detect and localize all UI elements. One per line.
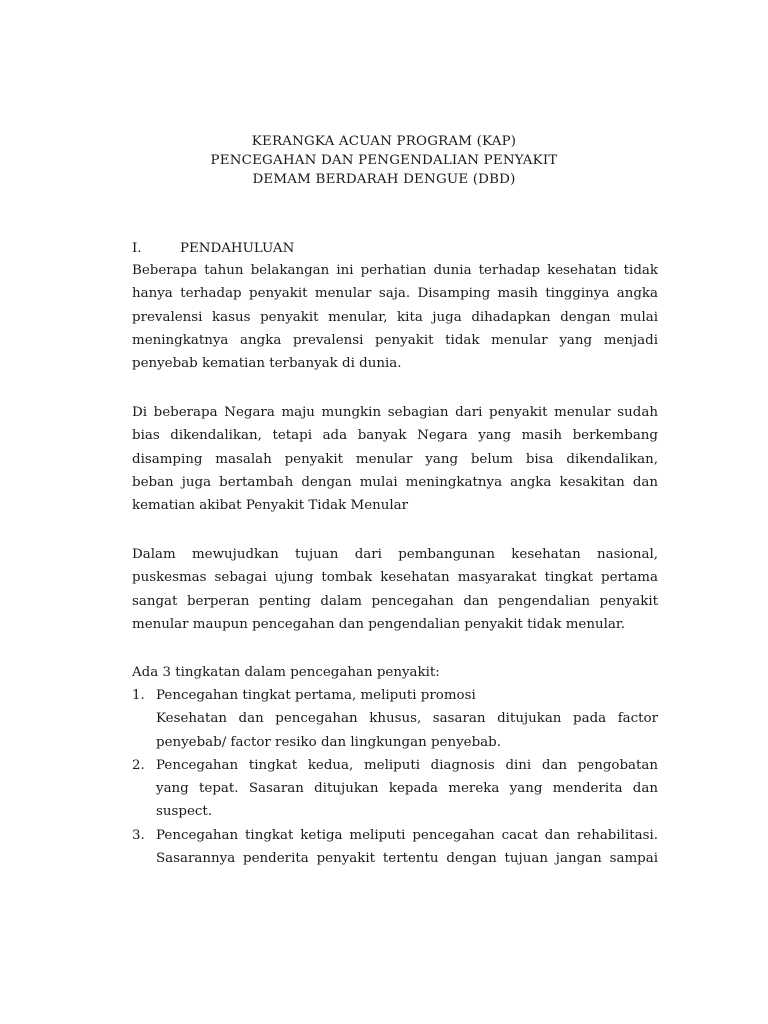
paragraph-3 — [132, 543, 658, 636]
paragraph-line: kematian akibat Penyakit Tidak Menular — [132, 498, 409, 514]
paragraph-line: disamping masalah penyakit menular yang belum bisa dikendalikan, — [132, 451, 658, 467]
list-line: Pencegahan tingkat kedua, meliputi diagnosis dini dan pengobatan — [156, 757, 658, 773]
list-marker: 3. — [132, 827, 145, 843]
paragraph-line: Di beberapa Negara maju mungkin sebagian dari penyakit menular sudah — [132, 405, 658, 420]
section-heading — [132, 238, 294, 260]
paragraph-line: sangat berperan penting dalam pencegahan dan pengendalian penyakit — [132, 593, 658, 609]
list-line: Pencegahan tingkat ketiga meliputi pencegahan cacat dan rehabilitasi. — [156, 827, 658, 843]
list-line: suspect. — [156, 804, 213, 820]
paragraph-2 — [132, 401, 658, 517]
paragraph-line: penyebab kematian terbanyak di dunia. — [132, 356, 402, 372]
list-line: yang tepat. Sasaran ditujukan kepada mereka yang menderita dan — [156, 781, 658, 797]
list-item — [132, 824, 658, 871]
paragraph-line: Beberapa tahun belakangan ini perhatian dunia terhadap kesehatan tidak — [132, 263, 658, 278]
list-line: penyebab/ factor resiko dan lingkungan penyebab. — [156, 734, 501, 750]
title-line-2: PENCEGAHAN DAN PENGENDALIAN PENYAKIT — [210, 153, 558, 168]
title-line-1: KERANGKA ACUAN PROGRAM (KAP) — [251, 134, 517, 149]
paragraph-line: Dalam mewujudkan tujuan dari pembangunan kesehatan nasional, — [132, 547, 658, 562]
paragraph-line: hanya terhadap penyakit menular saja. Disamping masih tingginya angka — [132, 286, 658, 302]
prevention-levels-list — [132, 684, 658, 870]
paragraph-line: beban juga bertambah dengan mulai meningkatnya angka kesakitan dan — [132, 474, 658, 490]
title-line-3: DEMAM BERDARAH DENGUE (DBD) — [252, 172, 516, 187]
list-line: Kesehatan dan pencegahan khusus, sasaran ditujukan pada factor — [156, 711, 658, 727]
paragraph-line: menular maupun pencegahan dan pengendalian penyakit tidak menular. — [132, 616, 626, 632]
paragraph-line: bias dikendalikan, tetapi ada banyak Negara yang masih berkembang — [132, 428, 658, 444]
section-title: PENDAHULUAN — [180, 241, 295, 256]
list-marker: 2. — [132, 757, 145, 773]
paragraph-line: puskesmas sebagai ujung tombak kesehatan masyarakat tingkat pertama — [132, 570, 658, 586]
list-marker: 1. — [132, 688, 145, 703]
list-item — [132, 754, 658, 824]
document-title — [0, 132, 768, 189]
paragraph-4 — [132, 661, 658, 684]
section-number: I. — [132, 241, 142, 256]
paragraph-line: meningkatnya angka prevalensi penyakit tidak menular yang menjadi — [132, 332, 658, 348]
paragraph-1 — [132, 259, 658, 375]
list-line: Pencegahan tingkat pertama, meliputi promosi — [156, 688, 476, 703]
paragraph-line: Ada 3 tingkatan dalam pencegahan penyakit: — [132, 665, 440, 680]
paragraph-line: prevalensi kasus penyakit menular, kita juga dihadapkan dengan mulai — [132, 309, 658, 325]
list-item — [132, 684, 658, 754]
list-line: Sasarannya penderita penyakit tertentu dengan tujuan jangan sampai — [156, 851, 658, 867]
